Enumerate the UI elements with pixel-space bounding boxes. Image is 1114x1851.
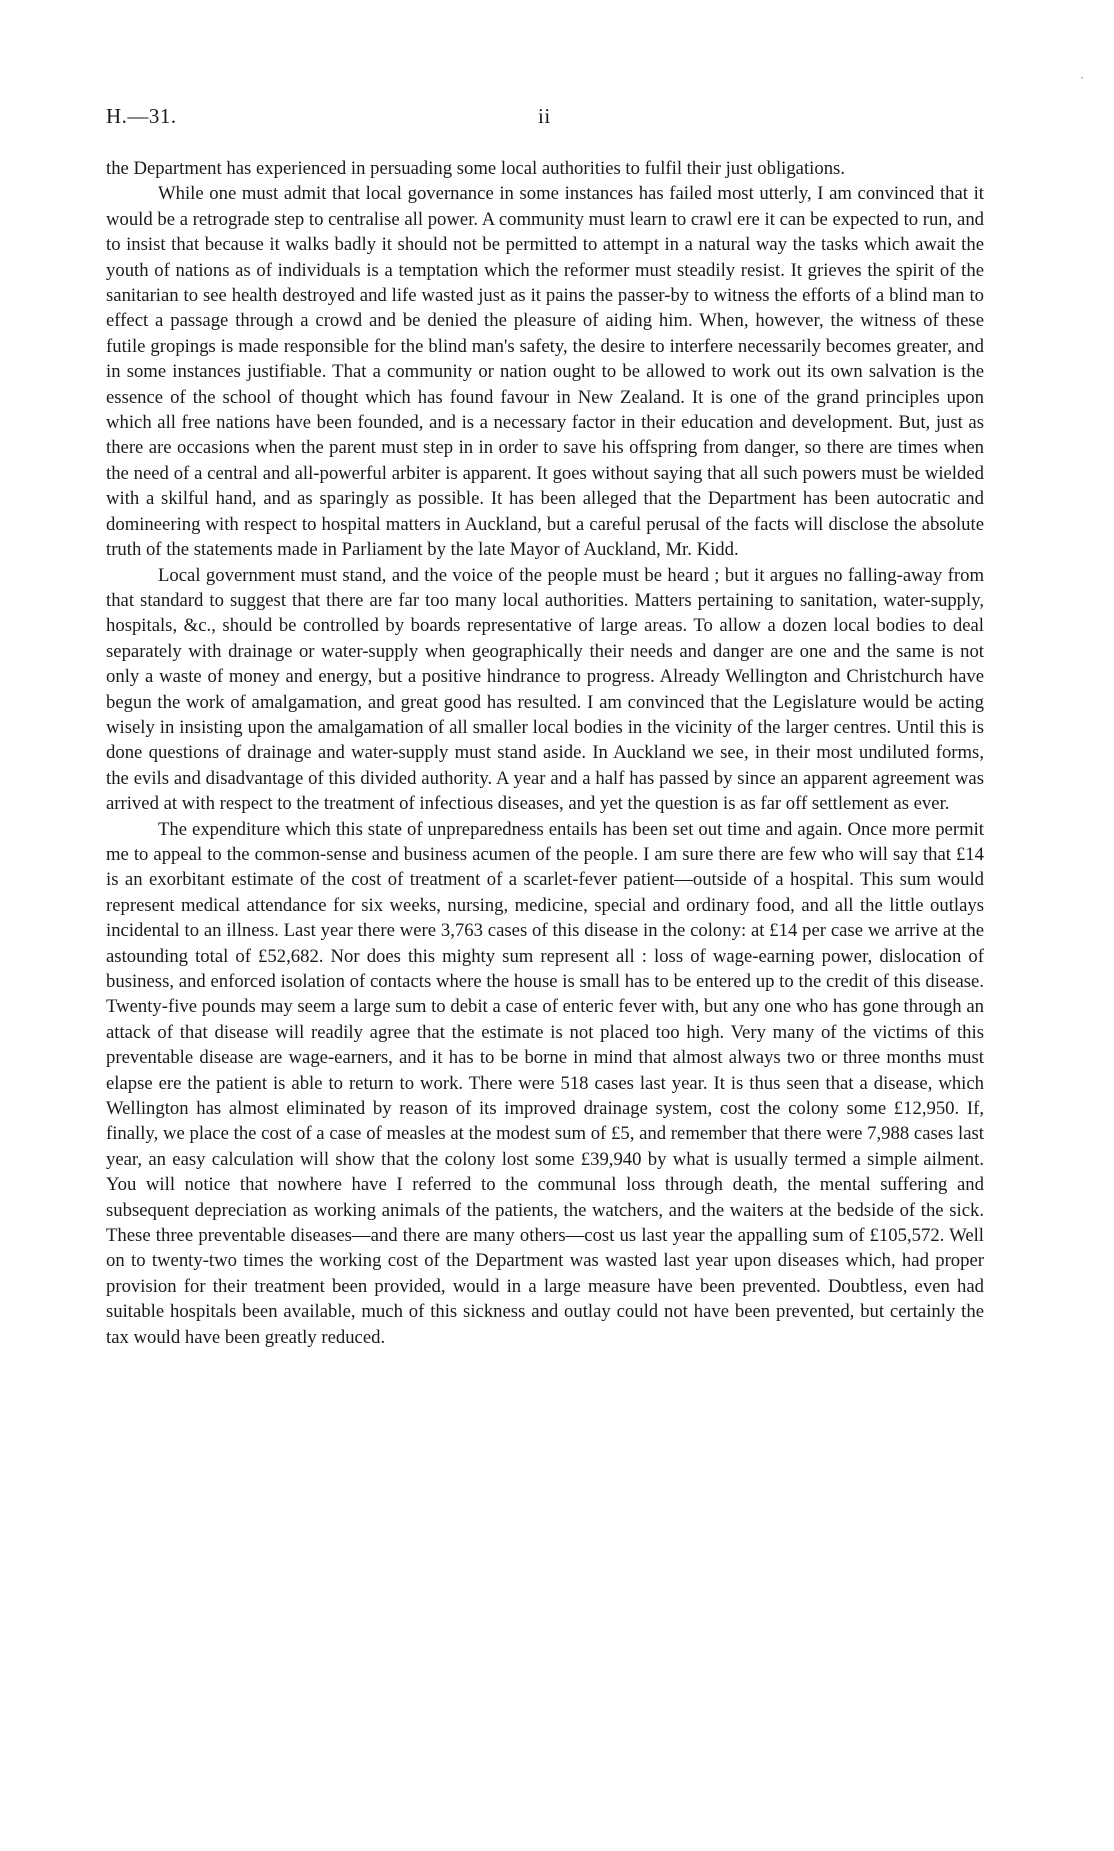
paragraph-local-governance: While one must admit that local governance in some instances has failed most utterly, I am convinced that it would be a retrograde step to centralise all power. A community must learn to crawl ere it can be expected to run, and to insist that because it walks badly it should not be permitted to attempt in a natural way the tasks which await the youth of nations as of individuals is a temptation which the reformer must steadily resist. It grieves the spirit of the sanitarian to see health destroyed and life wasted just as it pains the passer-by to witness the efforts of a blind man to effect a passage through a crowd and be denied the pleasure of aiding him. When, however, the witness of these futile gropings is made responsible for the blind man's safety, the desire to interfere necessarily becomes greater, and in some instances justifiable. That a community or nation ought to be allowed to work out its own salvation is the essence of the school of thought which has found favour in New Zealand. It is one of the grand principles upon which all free nations have been founded, and is a necessary factor in their education and development. But, just as there are occasions when the parent must step in in order to save his offspring from danger, so there are times when the need of a central and all-powerful arbiter is apparent. It goes without saying that all such powers must be wielded with a skilful hand, and as sparingly as possible. It has been alleged that the Department has been autocratic and domineering with respect to hospital matters in Auckland, but a careful perusal of the facts will disclose the absolute truth of the statements made in Parliament by the late Mayor of Auckland, Mr. Kidd. xyxy=(106,183,985,561)
paragraph-local-government: Local government must stand, and the voice of the people must be heard ; but it argues no falling-away from that standard to suggest that there are far too many local authorities. Matters pertaining to sanitation, water-supply, hospitals, &c., should be controlled by boards representative of large areas. To allow a dozen local bodies to deal separately with drainage or water-supply when geographically their needs and danger are one and the same is not only a waste of money and energy, but a positive hindrance to progress. Already Wellington and Christchurch have begun the work of amalgamation, and great good has resulted. I am convinced that the Legislature would be acting wisely in insisting upon the amalgamation of all smaller local bodies in the vicinity of the larger centres. Until this is done questions of drainage and water-supply must stand aside. In Auckland we see, in their most undiluted forms, the evils and disadvantage of this divided authority. A year and a half has passed by since an apparent agreement was arrived at with respect to the treatment of infectious diseases, and yet the question is as far off settlement as ever. xyxy=(106,564,984,815)
parliamentary-paper-reference: H.—31. xyxy=(106,104,177,128)
page-number: ii xyxy=(538,104,551,128)
scan-speck: · xyxy=(1080,70,1084,84)
paragraph-continuation: the Department has experienced in persuading some local authorities to fulfil their just obligations. xyxy=(106,158,845,179)
page-header xyxy=(106,104,986,134)
paragraph-expenditure: The expenditure which this state of unpreparedness entails has been set out time and again. Once more permit me to appeal to the common-sense and business acumen of the people. I am sure there are few who will say that £14 is an exorbitant estimate of the cost of treatment of a scarlet-fever patient—outside of a hospital. This sum would represent medical attendance for six weeks, nursing, medicine, special and ordinary food, and all the little outlays incidental to an illness. Last year there were 3,763 cases of this disease in the colony: at £14 per case we arrive at the astounding total of £52,682. Nor does this mighty sum represent all : loss of wage-earning power, dislocation of business, and enforced isolation of contacts where the house is small has to be entered up to the credit of this disease. Twenty-five pounds may seem a large sum to debit a case of enteric fever with, but any one who has gone through an attack of that disease will readily agree that the estimate is not placed too high. Very many of the victims of this preventable disease are wage-earners, and it has to be borne in mind that almost always two or three months must elapse ere the patient is able to return to work. There were 518 cases last year. It is thus seen that a disease, which Wellington has almost eliminated by reason of its improved drainage system, cost the colony some £12,950. If, finally, we place the cost of a case of measles at the modest sum of £5, and remember that there were 7,988 cases last year, an easy calculation will show that the colony lost some £39,940 by what is usually termed a simple ailment. You will notice that nowhere have I referred to the communal loss through death, the mental suffering and subsequent depreciation as working animals of the patients, the watchers, and the waiters at the bedside of the sick. These three preventable diseases—and there are many others—cost us last year the appalling sum of £105,572. Well on to twenty-two times the working cost of the Department was wasted last year upon diseases which, had proper provision for their treatment been provided, would in a large measure have been prevented. Doubtless, even had suitable hospitals been available, much of this sickness and outlay could not have been prevented, but certainly the tax would have been greatly reduced. xyxy=(106,818,984,1348)
body-text xyxy=(106,156,984,1350)
